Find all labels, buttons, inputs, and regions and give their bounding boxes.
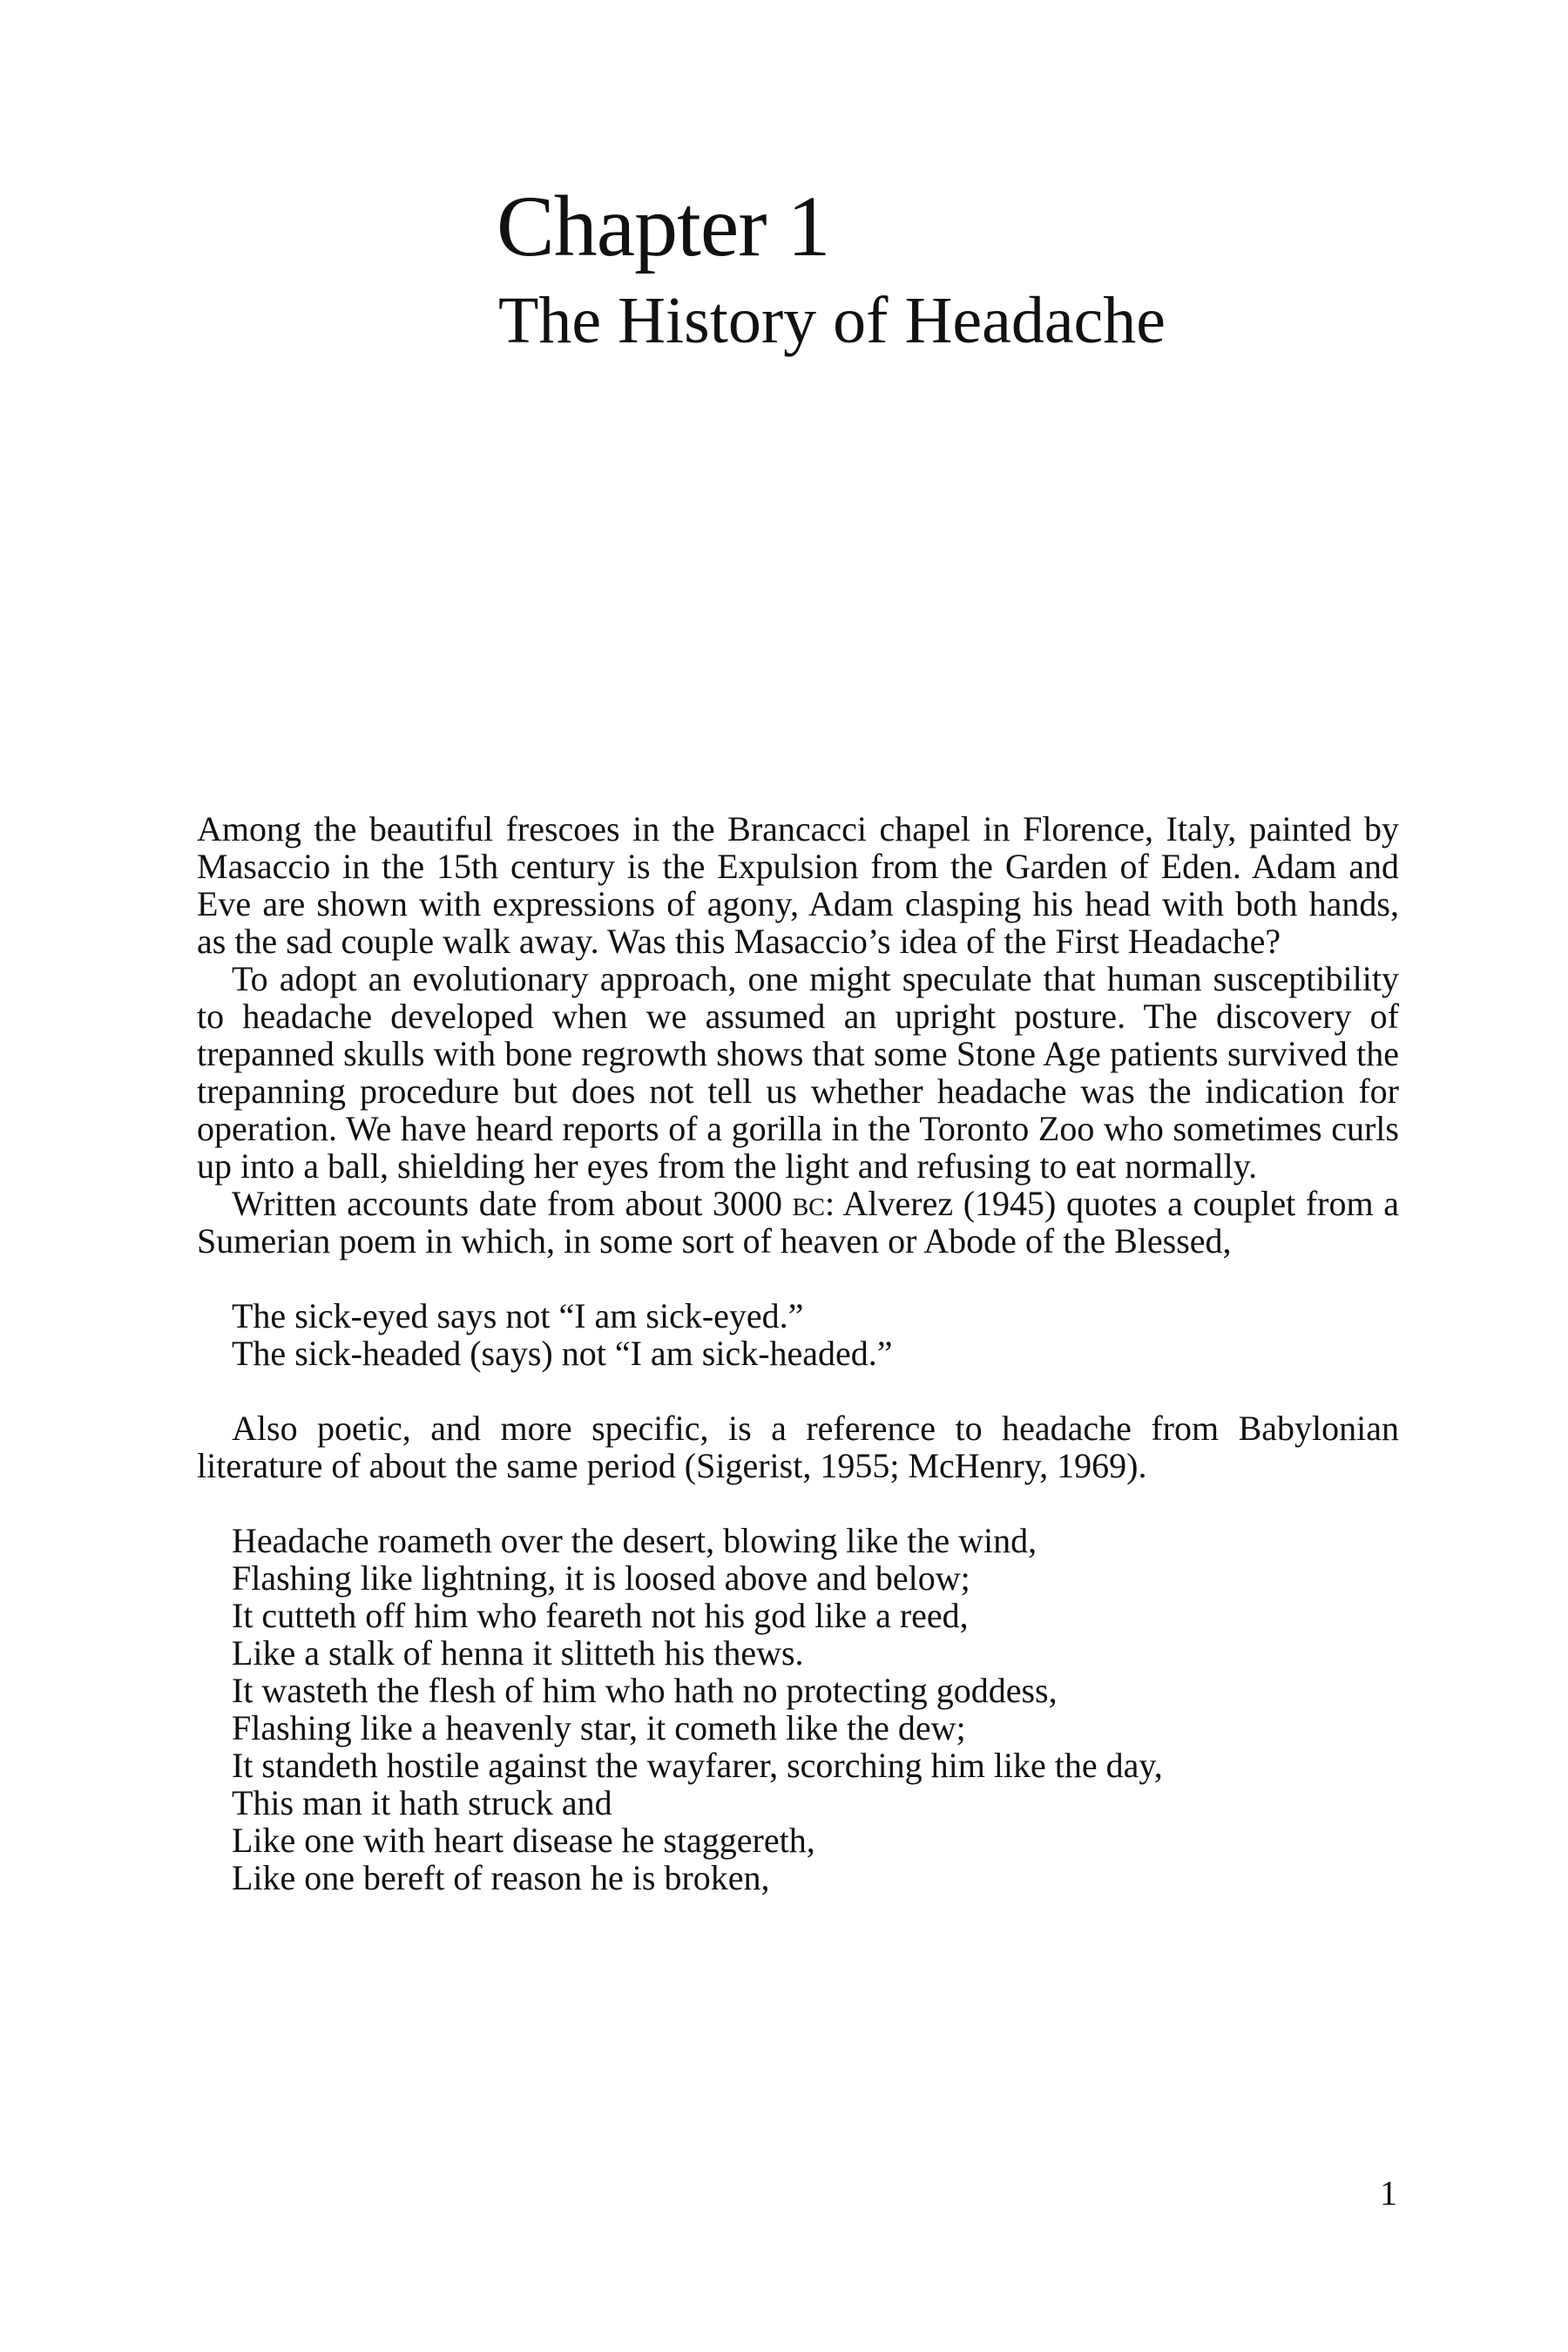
paragraph-written-accounts-part-1: Written accounts date from about 3000: [232, 1184, 793, 1223]
quote-line: This man it hath struck and: [232, 1783, 612, 1822]
quote-line: It wasteth the flesh of him who hath no protecting goddess,: [232, 1671, 1058, 1710]
quote-line: The sick-headed (says) not “I am sick-headed.”: [232, 1334, 893, 1373]
quote-line: It cutteth off him who feareth not his god like a reed,: [232, 1596, 969, 1635]
page-number: 1: [1380, 2173, 1397, 2213]
chapter-body: [197, 810, 1399, 1896]
paragraph-babylonian: Also poetic, and more specific, is a reference to headache from Babylonian literature of about the same period (Sigerist, 1955; McHenry, 1969).: [197, 1409, 1399, 1485]
quote-line: The sick-eyed says not “I am sick-eyed.”: [232, 1296, 804, 1335]
quote-line: Headache roameth over the desert, blowing like the wind,: [232, 1521, 1037, 1560]
paragraph-evolution: To adopt an evolutionary approach, one might speculate that human susceptibility to headache developed when we assumed an upright posture. The discovery of trepanned skulls with bone regrowth shows that some Stone Age patients survived the trepanning procedure but does not tell us whether headache was the indication for operation. We have heard reports of a gorilla in the Toronto Zoo who sometimes curls up into a ball, shielding her eyes from the light and refusing to eat normally.: [197, 959, 1399, 1186]
era-abbreviation: bc: [792, 1184, 825, 1223]
quote-line: Flashing like a heavenly star, it cometh like the dew;: [232, 1708, 966, 1747]
chapter-number: Chapter 1: [497, 178, 830, 274]
quote-line: Like one with heart disease he staggereth,: [232, 1821, 815, 1860]
paragraph-written-accounts: [197, 1185, 1399, 1260]
paragraph-written-accounts-part-2: : Alverez (1945) quotes a couplet from a Sumerian poem in which, in some sort of heaven or Abode of the Blessed,: [197, 1184, 1399, 1260]
quote-line: Flashing like lightning, it is loosed above and below;: [232, 1558, 970, 1598]
chapter-title: The History of Headache: [498, 284, 1166, 357]
sumerian-poem-quote: [197, 1297, 1399, 1372]
quote-line: It standeth hostile against the wayfarer, scorching him like the day,: [232, 1746, 1163, 1785]
quote-line: Like one bereft of reason he is broken,: [232, 1858, 770, 1897]
paragraph-intro: Among the beautiful frescoes in the Brancacci chapel in Florence, Italy, painted by Masaccio in the 15th century is the Expulsion from the Garden of Eden. Adam and Eve are shown with expressions of agony, Adam clasping his head with both hands, as the sad couple walk away. Was this Masaccio’s idea of the First Headache?: [197, 809, 1399, 961]
quote-line: Like a stalk of henna it slitteth his thews.: [232, 1633, 804, 1673]
babylonian-poem-quote: [197, 1522, 1399, 1896]
